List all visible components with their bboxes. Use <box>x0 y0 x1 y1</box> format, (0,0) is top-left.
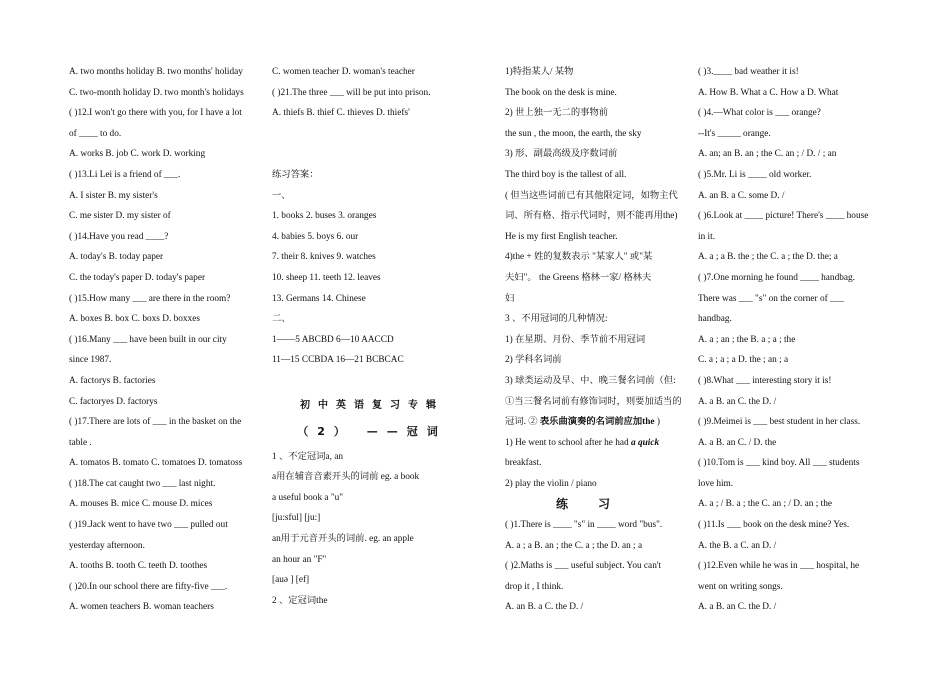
answer-line: 1——5 ABCBD 6—10 AACCD <box>272 334 394 345</box>
section-label: 二、 <box>272 314 291 325</box>
text-line: [auə ] [ef] <box>272 575 310 586</box>
text-line: A. today's B. today paper <box>69 252 164 263</box>
column-1 <box>69 62 259 618</box>
text-line: 3) 球类运动及早、中、晚三餐名词前（但: <box>505 375 676 386</box>
text-line: A. women teachers B. woman teachers <box>69 602 214 613</box>
text-fragment: ) <box>654 417 660 428</box>
text-line: 2) 世上独一无二的事物前 <box>505 108 609 119</box>
text-line: ( )16.Many ___ have been built in our city <box>69 334 227 345</box>
text-line: 1)特指某人/ 某物 <box>505 67 574 77</box>
text-line: 2) 学科名词前 <box>505 355 562 366</box>
text-line: a useful book a "u" <box>272 492 344 503</box>
text-line: ( )8.What ___ interesting story it is! <box>698 375 832 386</box>
text-line: C. the today's paper D. today's paper <box>69 272 206 283</box>
example-line <box>505 433 691 454</box>
text-line: A. tomatos B. tomato C. tomatoes D. tomatoss <box>69 458 243 469</box>
text-line: ( 但当这些词前已有其他限定词，如物主代 <box>505 190 678 201</box>
text-line: A. a ; a B. an ; the C. a ; the D. an ; a <box>505 540 643 551</box>
text-line: A. factorys B. factories <box>69 375 156 386</box>
text-line: 3 、不用冠词的几种情况: <box>505 314 608 325</box>
text-line: ( )21.The three ___ will be put into prison. <box>272 87 431 98</box>
text-line: [ju:sful] [ju:] <box>272 513 321 524</box>
bold-fragment: 表乐曲演奏的名词前应加the <box>539 417 655 428</box>
text-line: C. factoryes D. factorys <box>69 396 158 407</box>
answers-title: 练习答案： <box>272 169 319 180</box>
text-line: ( )2.Maths is ___ useful subject. You can't <box>505 561 662 572</box>
text-line: an hour an "F" <box>272 554 327 565</box>
text-line: C. me sister D. my sister of <box>69 211 171 222</box>
text-line: A. a B. an C. the D. / <box>698 602 777 613</box>
text-line: 2) play the violin / piano <box>505 478 597 489</box>
text-line: ( )17.There are lots of ___ in the basket on the <box>69 417 242 428</box>
text-line: ( )20.In our school there are fifty-five ___. <box>69 581 228 592</box>
answer-line: 10. sheep 11. teeth 12. leaves <box>272 272 381 283</box>
text-line: A. the B. a C. an D. / <box>698 540 777 551</box>
text-line: C. two-month holiday D. two month's holidays <box>69 87 244 98</box>
text-line: ( )19.Jack went to have two ___ pulled out <box>69 520 228 531</box>
text-line: 4)the + 姓的复数表示 "某家人" 或"某 <box>505 252 653 263</box>
text-line: A. a ; / B. a ; the C. an ; / D. an ; the <box>698 499 833 510</box>
text-line: a用在辅音音素开头的词前 eg. a book <box>272 472 420 483</box>
text-line: table . <box>69 437 92 448</box>
text-line: A. thiefs B. thief C. thieves D. thiefs' <box>272 108 410 119</box>
practice-heading: 练习 <box>555 497 640 512</box>
text-line: ( )3.____ bad weather it is! <box>698 67 799 77</box>
text-line: C. women teacher D. woman's teacher <box>272 67 415 77</box>
text-line: an用于元音开头的词前. eg. an apple <box>272 534 414 545</box>
text-line: A. a ; a B. the ; the C. a ; the D. the; a <box>698 252 838 263</box>
text-line: 2 、定冠词the <box>272 595 328 606</box>
text-line: A. works B. job C. work D. working <box>69 149 206 160</box>
text-line: handbag. <box>698 314 732 325</box>
text-line: drop it , I think. <box>505 581 564 592</box>
text-line: 夫妇"。 the Greens 格林一家/ 格林夫 <box>505 272 652 283</box>
text-line: ( )9.Meimei is ___ best student in her class. <box>698 417 861 428</box>
text-line: of ____ to do. <box>69 128 122 139</box>
text-line: ( )12.Even while he was in ___ hospital, he <box>698 561 860 572</box>
text-line: ( )7.One morning he found ____ handbag. <box>698 272 855 283</box>
text-line: 妇 <box>505 293 515 304</box>
text-line: C. a ; a ; a D. the ; an ; a <box>698 355 789 366</box>
text-line: A. an B. a C. the D. / <box>505 602 584 613</box>
text-line: ( )10.Tom is ___ kind boy. All ___ students <box>698 458 860 469</box>
text-line: The book on the desk is mine. <box>505 87 617 98</box>
text-line: in it. <box>698 231 716 242</box>
text-line: ( )15.How many ___ are there in the room? <box>69 293 231 304</box>
text-line: The third boy is the tallest of all. <box>505 169 627 180</box>
text-line: There was ___ "s" on the corner of ___ <box>698 293 844 304</box>
column-3 <box>505 62 691 618</box>
text-line: A. How B. What a C. How a D. What <box>698 87 839 98</box>
text-line: ( )12.I won't go there with you, for I have a lot <box>69 108 242 119</box>
text-line: A. a B. an C. / D. the <box>698 437 777 448</box>
text-line: ( )14.Have you read ____? <box>69 231 169 242</box>
text-line: love him. <box>698 478 734 489</box>
text-line: ( )1.There is ____ "s" in ____ word "bus". <box>505 520 663 531</box>
text-line: went on writing songs. <box>698 581 783 592</box>
text-line-with-bold <box>505 412 691 433</box>
column-4 <box>698 62 882 618</box>
text-line: A. a ; an ; the B. a ; a ; the <box>698 334 796 345</box>
text-line: A. I sister B. my sister's <box>69 190 158 201</box>
text-line: A. a B. an C. the D. / <box>698 396 777 407</box>
text-line: ( )18.The cat caught two ___ last night. <box>69 478 216 489</box>
text-line: the sun , the moon, the earth, the sky <box>505 128 642 139</box>
text-line: 词、所有格、指示代词时，则不能再用the) <box>505 211 678 222</box>
text-line: A. mouses B. mice C. mouse D. mices <box>69 499 213 510</box>
answer-line: 11—15 CCBDA 16—21 BCBCAC <box>272 355 404 366</box>
section-label: 一、 <box>272 190 291 201</box>
text-line: 1 、不定冠词a, an <box>272 451 344 462</box>
text-line: ( )13.Li Lei is a friend of ___. <box>69 169 181 180</box>
text-line: --It's _____ orange. <box>698 128 771 139</box>
text-line: ( )6.Look at ____ picture! There's ____ house <box>698 211 869 222</box>
chapter-heading: 初中英语复习专辑 <box>300 399 444 411</box>
answer-line: 4. babies 5. boys 6. our <box>272 231 359 242</box>
text-line: A. two months holiday B. two months' holiday <box>69 67 243 77</box>
chapter-subheading: （2） ——冠词 <box>297 425 447 439</box>
text-line: since 1987. <box>69 355 112 366</box>
text-line: breakfast. <box>505 458 542 469</box>
text-line: He is my first English teacher. <box>505 231 618 242</box>
text-line: ( )11.Is ___ book on the desk mine? Yes. <box>698 520 850 531</box>
text-fragment: 冠词. ② <box>505 417 538 428</box>
text-line: A. boxes B. box C. boxs D. boxxes <box>69 314 200 325</box>
text-line: A. tooths B. tooth C. teeth D. toothes <box>69 561 208 572</box>
column-2 <box>272 62 472 611</box>
text-fragment: 1) He went to school after he had <box>505 437 631 448</box>
answer-line: 7. their 8. knives 9. watches <box>272 252 376 263</box>
text-line: yesterday afternoon. <box>69 540 145 551</box>
text-line: 1) 在星期、月份、季节前不用冠词 <box>505 334 646 345</box>
text-line: ( )5.Mr. Li is ____ old worker. <box>698 169 812 180</box>
answer-line: 1. books 2. buses 3. oranges <box>272 211 377 222</box>
answer-line: 13. Germans 14. Chinese <box>272 293 366 304</box>
bold-italic-fragment: a quick <box>630 437 660 448</box>
text-line: ( )4.—What color is ___ orange? <box>698 108 821 119</box>
text-line: 3) 形、副最高级及序数词前 <box>505 149 618 160</box>
text-line: A. an B. a C. some D. / <box>698 190 785 201</box>
text-line: A. an; an B. an ; the C. an ; / D. / ; an <box>698 149 837 160</box>
text-line: ①当三餐名词前有修饰词时，则要加适当的 <box>505 396 682 407</box>
